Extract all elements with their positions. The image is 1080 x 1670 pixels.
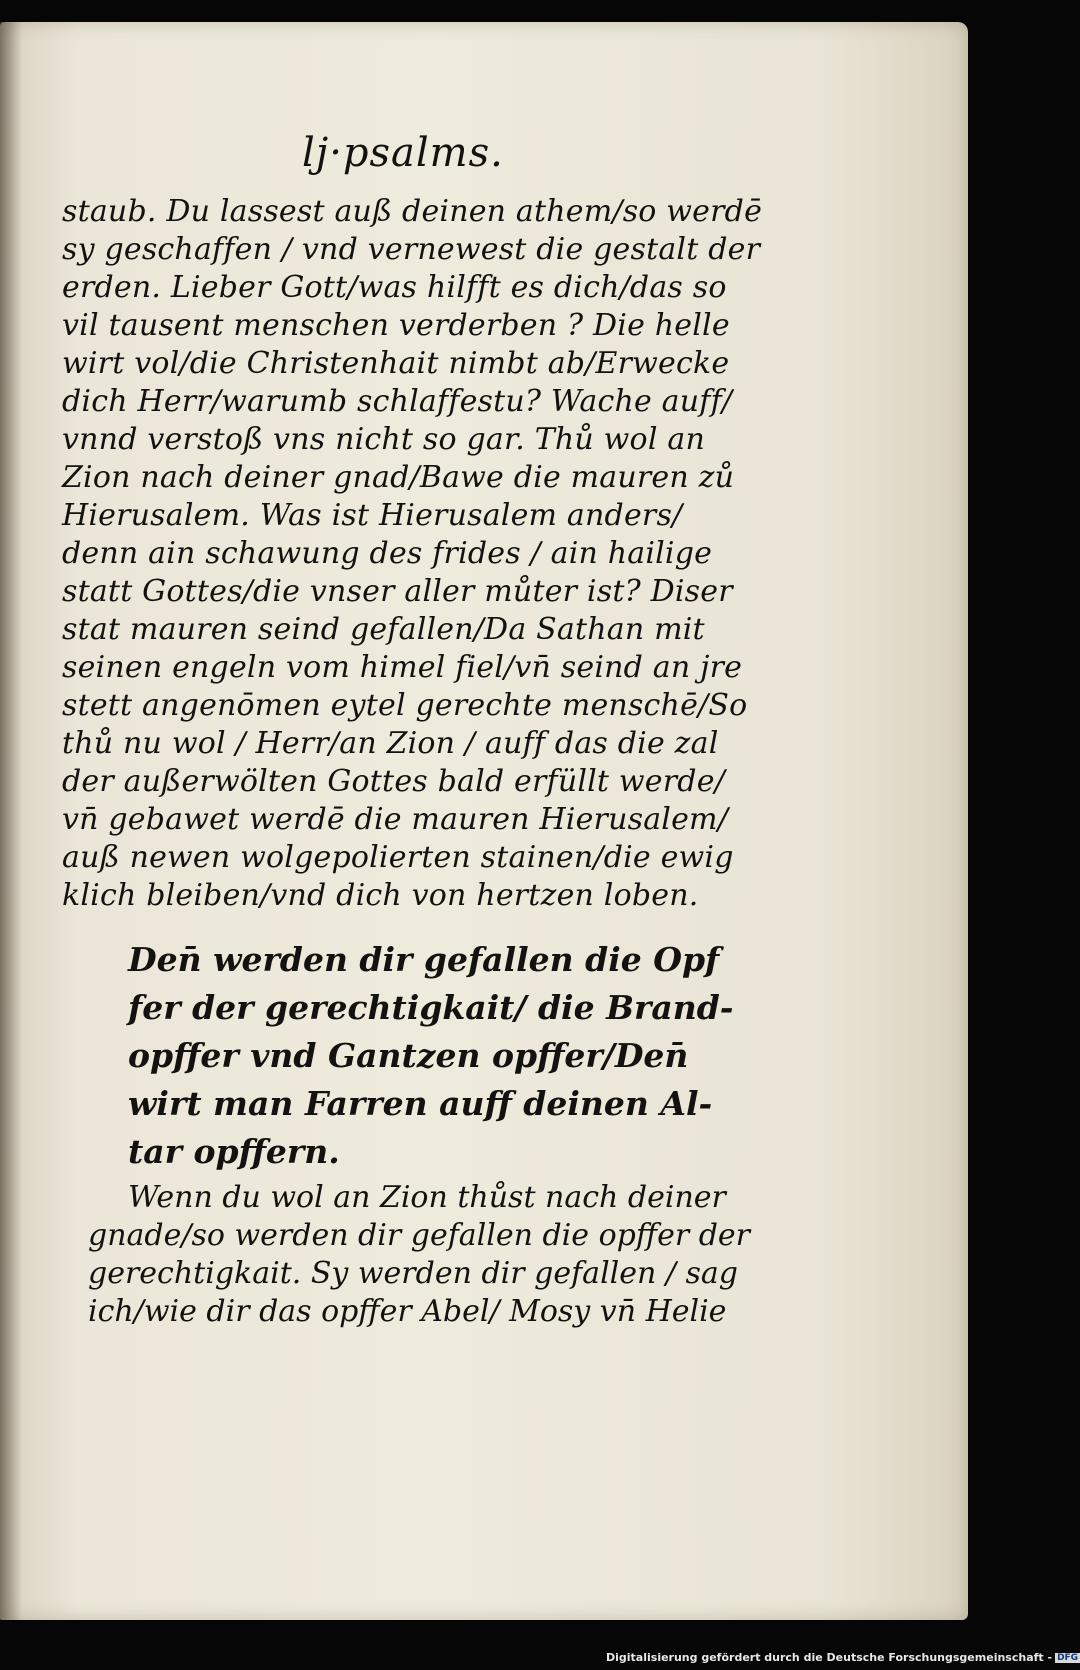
- verse-line: fer der gerechtigkait/ die Brand-: [128, 988, 734, 1027]
- commentary-line: dich Herr/warumb schlaffestu? Wache auff/: [62, 384, 733, 419]
- commentary-line: vn̄ gebawet werdē die mauren Hierusalem/: [62, 802, 728, 837]
- commentary-line: der außerwölten Gottes bald erfüllt werde/: [62, 764, 725, 799]
- gutter-shadow: [0, 22, 22, 1620]
- commentary-line: statt Gottes/die vnser aller můter ist? Diser: [62, 574, 733, 609]
- commentary-line: sy geschaffen / vnd vernewest die gestalt der: [62, 232, 761, 267]
- verse-line: wirt man Farren auff deinen Al-: [128, 1084, 713, 1123]
- verse-line: Den̄ werden dir gefallen die Opf: [128, 940, 720, 979]
- commentary-line: denn ain schawung des frides / ain hailige: [62, 536, 713, 571]
- commentary-line: erden. Lieber Gott/was hilfft es dich/das so: [62, 270, 727, 305]
- exposition-line: gnade/so werden dir gefallen die opffer der: [88, 1218, 751, 1253]
- verse-line: tar opffern.: [128, 1132, 340, 1171]
- commentary-line: staub. Du lassest auß deinen athem/so werdē: [62, 194, 763, 229]
- commentary-line: klich bleiben/vnd dich von hertzen loben.: [62, 878, 699, 913]
- commentary-line: stat mauren seind gefallen/Da Sathan mit: [62, 612, 705, 647]
- exposition-line: ich/wie dir das opffer Abel/ Mosy vn̄ Helie: [88, 1294, 727, 1329]
- credit-text: Digitalisierung gefördert durch die Deutsche Forschungsgemeinschaft -: [606, 1651, 1053, 1664]
- verse-line: opffer vnd Gantzen opffer/Den̄: [128, 1036, 689, 1075]
- commentary-line: wirt vol/die Christenhait nimbt ab/Erwecke: [62, 346, 730, 381]
- commentary-line: auß newen wolgepolierten stainen/die ewig: [62, 840, 734, 875]
- commentary-line: vnnd verstoß vns nicht so gar. Thů wol an: [62, 422, 705, 457]
- exposition-line: gerechtigkait. Sy werden dir gefallen / sag: [88, 1256, 738, 1291]
- page-header: lj·psalms.: [302, 130, 504, 176]
- commentary-line: Zion nach deiner gnad/Bawe die mauren zů: [62, 460, 735, 495]
- commentary-line: seinen engeln vom himel fiel/vn̄ seind an jre: [62, 650, 743, 685]
- commentary-line: thů nu wol / Herr/an Zion / auff das die zal: [62, 726, 719, 761]
- commentary-line: vil tausent menschen verderben ? Die helle: [62, 308, 730, 343]
- digitization-credit: [606, 1651, 1080, 1664]
- page-text: [0, 22, 968, 1620]
- commentary-line: Hierusalem. Was ist Hierusalem anders/: [62, 498, 683, 533]
- dfg-logo: DFG: [1057, 1653, 1079, 1663]
- commentary-line: stett angenōmen eytel gerechte menschē/So: [62, 688, 748, 723]
- exposition-line: Wenn du wol an Zion thůst nach deiner: [128, 1180, 726, 1215]
- book-page: [0, 22, 968, 1620]
